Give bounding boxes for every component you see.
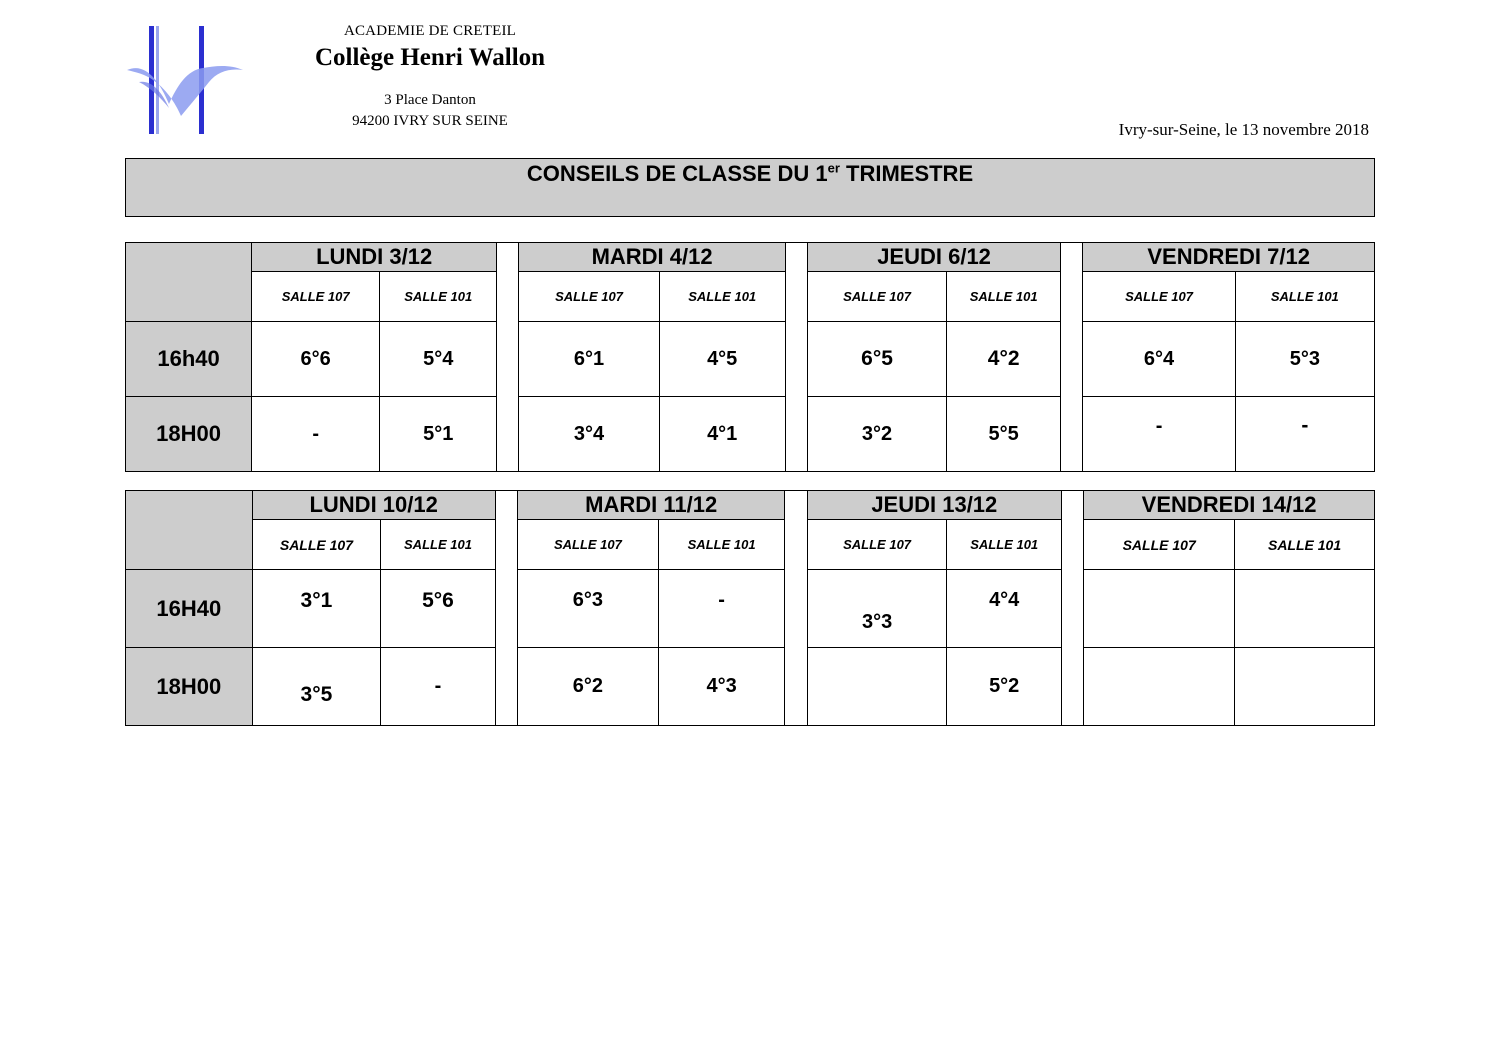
class-cell: [252, 648, 381, 726]
title-banner: [125, 158, 1375, 217]
class-cell: 5°2: [947, 648, 1061, 726]
column-spacer: [1061, 243, 1083, 472]
class-cell: 6°6: [252, 322, 380, 397]
room-header: SALLE 107: [807, 520, 947, 570]
class-cell: [252, 570, 381, 648]
class-cell: 5°5: [947, 397, 1061, 472]
room-header: SALLE 101: [381, 520, 495, 570]
college-name: Collège Henri Wallon: [314, 44, 546, 71]
day-header: JEUDI 6/12: [807, 243, 1060, 272]
room-header: SALLE 107: [807, 272, 946, 322]
time-slot-label: 16h40: [126, 322, 252, 397]
column-spacer: [497, 243, 519, 472]
class-cell: 5°4: [380, 322, 497, 397]
room-header: SALLE 101: [380, 272, 497, 322]
college-logo: [125, 24, 245, 136]
class-cell: 6°1: [519, 322, 659, 397]
column-spacer: [785, 243, 807, 472]
class-cell: 6°4: [1083, 322, 1235, 397]
time-slot-label: 18H00: [126, 397, 252, 472]
room-header: SALLE 101: [947, 272, 1061, 322]
room-header: SALLE 101: [1235, 272, 1374, 322]
class-cell: 5°1: [380, 397, 497, 472]
class-cell: [807, 648, 947, 726]
room-header: SALLE 107: [519, 272, 659, 322]
room-header: SALLE 101: [947, 520, 1061, 570]
class-cell: 4°5: [659, 322, 785, 397]
room-header: SALLE 101: [659, 272, 785, 322]
day-header: JEUDI 13/12: [807, 491, 1061, 520]
corner-cell: [126, 491, 253, 570]
class-cell: 3°2: [807, 397, 946, 472]
day-header: LUNDI 3/12: [252, 243, 497, 272]
class-cell-value: 5°6: [422, 588, 454, 612]
class-cell-value: 3°1: [300, 588, 333, 612]
title-suffix: TRIMESTRE: [839, 161, 974, 186]
class-cell: [381, 570, 495, 648]
class-cell-value: -: [1301, 414, 1309, 437]
class-cell-value: 4°4: [989, 589, 1020, 611]
document-date: Ivry-sur-Seine, le 13 novembre 2018: [1118, 120, 1369, 139]
room-header: SALLE 107: [1084, 520, 1235, 570]
class-cell-value: -: [718, 589, 725, 611]
time-slot-label: 18H00: [126, 648, 253, 726]
class-cell: 4°2: [947, 322, 1061, 397]
class-cell: [518, 570, 659, 648]
class-cell: -: [381, 648, 495, 726]
day-header: LUNDI 10/12: [252, 491, 495, 520]
page-title: [126, 161, 1374, 187]
room-header: SALLE 107: [518, 520, 659, 570]
column-spacer: [495, 491, 517, 726]
class-cell: 3°4: [519, 397, 659, 472]
class-cell-value: 3°5: [300, 682, 333, 706]
title-prefix: CONSEILS DE CLASSE DU 1: [526, 161, 828, 186]
title-superscript: er: [827, 160, 840, 176]
schedule-week-2: [125, 490, 1373, 726]
class-cell: -: [252, 397, 380, 472]
class-cell: [1084, 648, 1235, 726]
class-cell: [1084, 570, 1235, 648]
class-cell-value: -: [1155, 414, 1163, 437]
class-cell: 4°3: [658, 648, 785, 726]
academy-name: ACADEMIE DE CRETEIL: [343, 23, 517, 39]
address-line-2: 94200 IVRY SUR SEINE: [352, 113, 508, 129]
address-line-1: 3 Place Danton: [384, 92, 476, 108]
class-cell-value: 6°3: [572, 589, 604, 611]
class-cell: [1083, 397, 1235, 472]
room-header: SALLE 107: [252, 520, 381, 570]
column-spacer: [1061, 491, 1083, 726]
room-header: SALLE 101: [658, 520, 785, 570]
class-cell: 4°1: [659, 397, 785, 472]
class-cell: [658, 570, 785, 648]
class-cell-value: 3°3: [861, 611, 893, 633]
class-cell: [1235, 648, 1375, 726]
class-cell: [1235, 397, 1374, 472]
class-cell: [1235, 570, 1375, 648]
day-header: MARDI 11/12: [518, 491, 785, 520]
day-header: MARDI 4/12: [519, 243, 785, 272]
corner-cell: [126, 243, 252, 322]
class-cell: 6°5: [807, 322, 946, 397]
schedule-week-1: [125, 242, 1373, 472]
day-header: VENDREDI 7/12: [1083, 243, 1375, 272]
class-cell: 6°2: [518, 648, 659, 726]
time-slot-label: 16H40: [126, 570, 253, 648]
schedule-table: [125, 242, 1375, 472]
room-header: SALLE 101: [1235, 520, 1375, 570]
room-header: SALLE 107: [252, 272, 380, 322]
column-spacer: [785, 491, 807, 726]
schedule-table: [125, 490, 1375, 726]
class-cell: [807, 570, 947, 648]
day-header: VENDREDI 14/12: [1084, 491, 1375, 520]
class-cell: [947, 570, 1061, 648]
room-header: SALLE 107: [1083, 272, 1235, 322]
class-cell: 5°3: [1235, 322, 1374, 397]
